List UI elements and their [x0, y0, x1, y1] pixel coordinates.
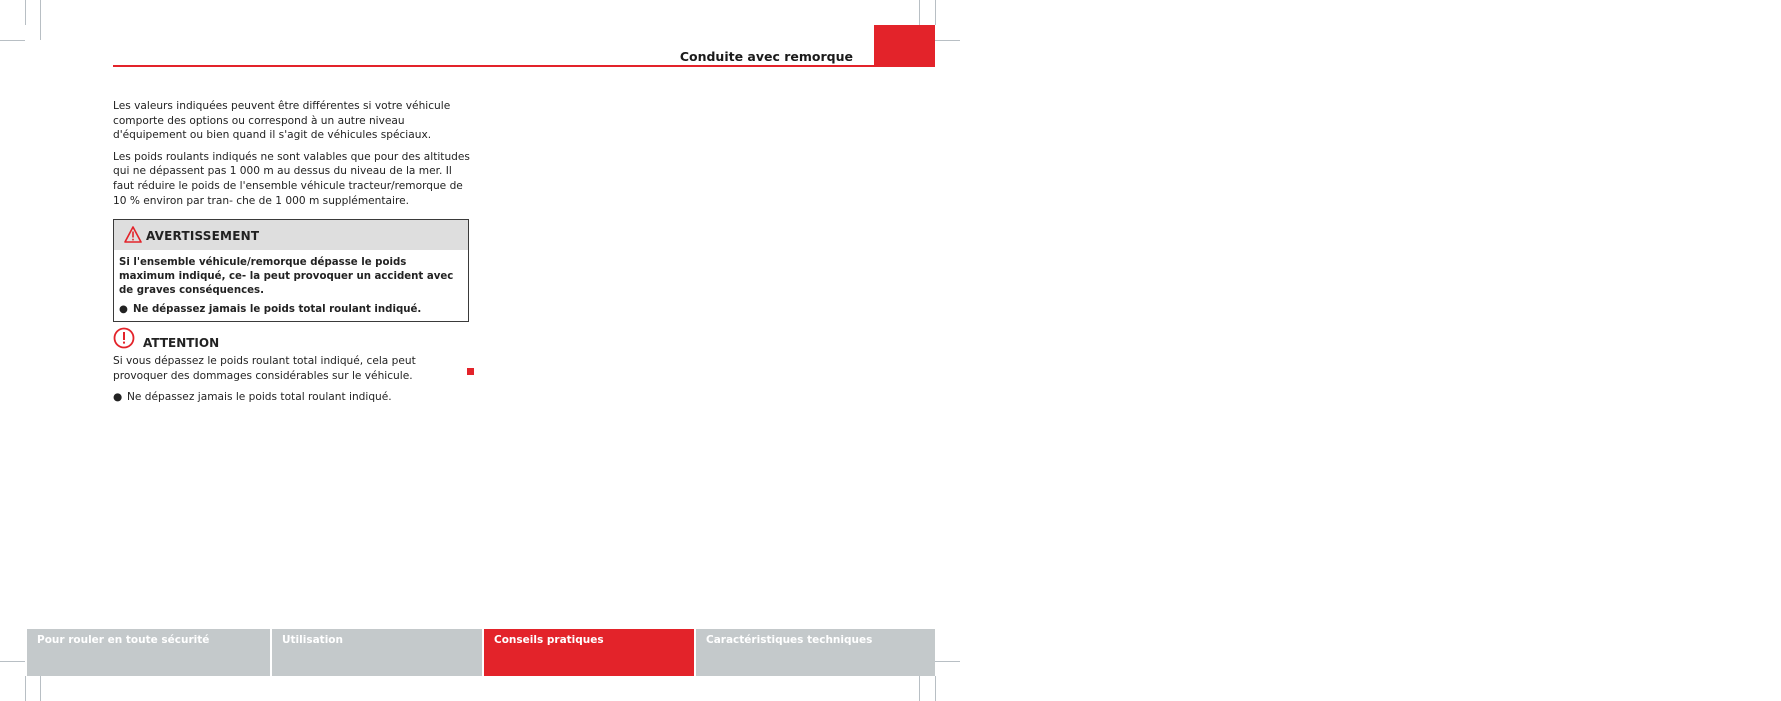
- attention-body: [113, 354, 473, 405]
- crop-mark: [25, 676, 26, 701]
- warning-body: [114, 250, 468, 321]
- bullet-marker: ●: [119, 304, 128, 316]
- crop-mark: [40, 0, 41, 40]
- page-number: 259: [1754, 48, 1781, 63]
- attention-bullet-text: Ne dépassez jamais le poids total roulant indiqué.: [127, 391, 392, 404]
- warning-bullet: [119, 303, 463, 317]
- nav-tab-practical-tips[interactable]: Conseils pratiques: [484, 629, 694, 676]
- nav-tab-operation[interactable]: Utilisation: [272, 629, 482, 676]
- crop-mark: [935, 676, 936, 701]
- crop-mark: [25, 0, 26, 25]
- page-number-tab: [874, 25, 1781, 67]
- running-title: Conduite avec remorque: [679, 49, 853, 64]
- section-end-mark: [467, 368, 474, 375]
- attention-text: Si vous dépassez le poids roulant total indiqué, cela peut provoquer des dommages considérables sur le véhicule.: [113, 355, 416, 382]
- attention-title: ATTENTION: [143, 336, 220, 351]
- main-content: [113, 99, 473, 405]
- crop-mark: [935, 40, 960, 41]
- attention-bullet: [113, 390, 473, 405]
- nav-tab-technical-data[interactable]: Caractéristiques techniques: [696, 629, 935, 676]
- warning-bullet-text: Ne dépassez jamais le poids total roulant indiqué.: [133, 304, 422, 316]
- crop-mark: [0, 40, 25, 41]
- header-rule: [113, 65, 935, 67]
- warning-triangle-icon: [124, 226, 142, 243]
- attention-block: [113, 334, 473, 405]
- exclamation-circle-icon: [113, 327, 135, 349]
- crop-mark: [935, 661, 960, 662]
- attention-header: [113, 334, 473, 354]
- crop-mark: [0, 661, 25, 662]
- nav-tab-safety[interactable]: Pour rouler en toute sécurité: [27, 629, 270, 676]
- bottom-nav: [27, 629, 935, 676]
- paragraph: Les valeurs indiquées peuvent être différentes si votre véhicule comporte des options ou correspond à un autre niveau d'équipement ou bien quand il s'agit de véhicules spéciaux.: [113, 100, 451, 142]
- crop-mark: [935, 0, 936, 25]
- warning-header: [114, 220, 468, 250]
- warning-title: AVERTISSEMENT: [146, 229, 260, 244]
- warning-text: Si l'ensemble véhicule/remorque dépasse le poids maximum indiqué, ce- la peut provoquer un accident avec de graves conséquences.: [119, 257, 454, 297]
- warning-box: [113, 219, 469, 322]
- bullet-marker: ●: [113, 391, 123, 404]
- paragraph: Les poids roulants indiqués ne sont valables que pour des altitudes qui ne dépassent pas 1 000 m au dessus du niveau de la mer. Il faut réduire le poids de l'ensemble véhicule tracteur/remorque de 10 % environ par tran- che de 1 000 m supplémentaire.: [113, 150, 470, 207]
